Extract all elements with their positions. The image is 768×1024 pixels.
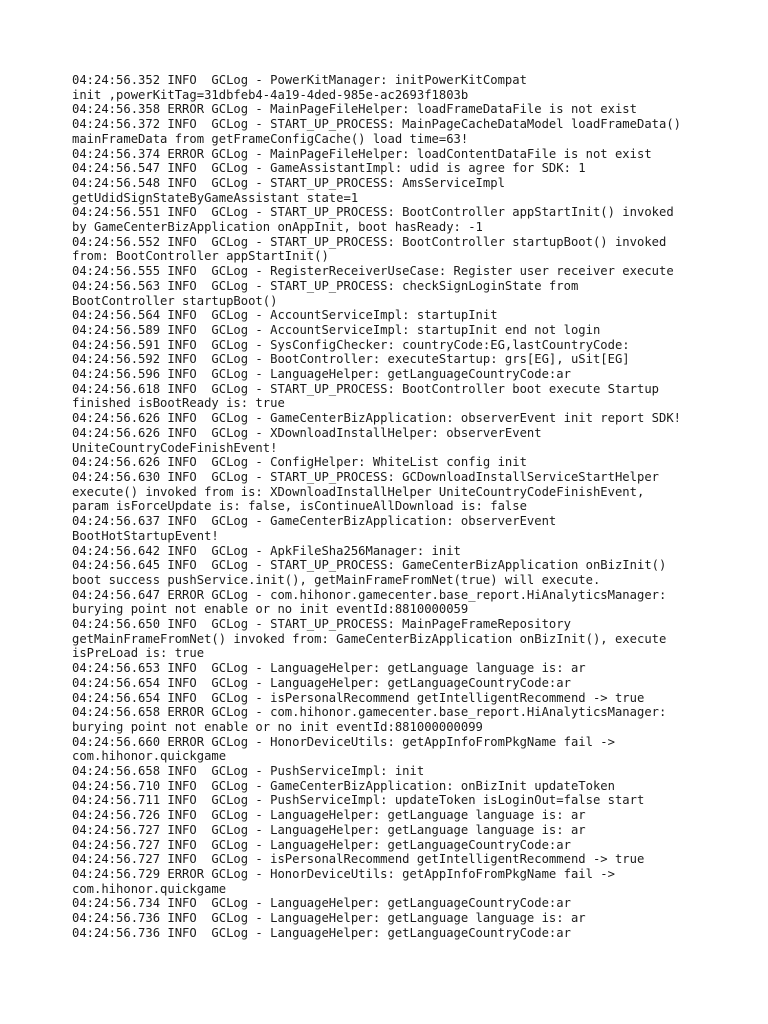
log-line: burying point not enable or no init eventId:8810000059 (72, 602, 469, 617)
log-line: by GameCenterBizApplication onAppInit, boot hasReady: -1 (72, 220, 483, 235)
log-line: 04:24:56.563 INFO GCLog - START_UP_PROCESS: checkSignLoginState from (72, 278, 579, 293)
log-line: 04:24:56.552 INFO GCLog - START_UP_PROCESS: BootController startupBoot() invoked (72, 234, 667, 249)
log-line: getMainFrameFromNet() invoked from: GameCenterBizApplication onBizInit(), execute (72, 631, 667, 646)
log-line: execute() invoked from is: XDownloadInstallHelper UniteCountryCodeFinishEvent, (72, 484, 645, 499)
log-line: 04:24:56.654 INFO GCLog - LanguageHelper: getLanguageCountryCode:ar (72, 675, 571, 690)
log-line: 04:24:56.658 ERROR GCLog - com.hihonor.gamecenter.base_report.HiAnalyticsManager: (72, 705, 667, 720)
log-line: 04:24:56.591 INFO GCLog - SysConfigChecker: countryCode:EG,lastCountryCode: (72, 337, 630, 352)
log-line: 04:24:56.727 INFO GCLog - LanguageHelper: getLanguage language is: ar (72, 822, 586, 837)
log-line: 04:24:56.734 INFO GCLog - LanguageHelper: getLanguageCountryCode:ar (72, 896, 571, 911)
log-line: 04:24:56.710 INFO GCLog - GameCenterBizApplication: onBizInit updateToken (72, 778, 615, 793)
log-line: 04:24:56.727 INFO GCLog - isPersonalRecommend getIntelligentRecommend -> true (72, 852, 645, 867)
log-line: BootController startupBoot() (72, 293, 278, 308)
log-line: 04:24:56.551 INFO GCLog - START_UP_PROCESS: BootController appStartInit() invoked (72, 205, 674, 220)
log-line: 04:24:56.660 ERROR GCLog - HonorDeviceUtils: getAppInfoFromPkgName fail -> (72, 734, 615, 749)
log-line: burying point not enable or no init eventId:881000000099 (72, 719, 483, 734)
log-line: 04:24:56.592 INFO GCLog - BootController: executeStartup: grs[EG], uSit[EG] (72, 352, 630, 367)
log-line: getUdidSignStateByGameAssistant state=1 (72, 190, 359, 205)
log-line: 04:24:56.564 INFO GCLog - AccountServiceImpl: startupInit (72, 308, 498, 323)
log-line: 04:24:56.729 ERROR GCLog - HonorDeviceUtils: getAppInfoFromPkgName fail -> (72, 866, 615, 881)
log-line: mainFrameData from getFrameConfigCache() load time=63! (72, 131, 469, 146)
log-line: BootHotStartupEvent! (72, 528, 219, 543)
log-line: 04:24:56.372 INFO GCLog - START_UP_PROCESS: MainPageCacheDataModel loadFrameData() (72, 117, 682, 132)
log-line: 04:24:56.637 INFO GCLog - GameCenterBizApplication: observerEvent (72, 514, 557, 529)
log-line: 04:24:56.596 INFO GCLog - LanguageHelper: getLanguageCountryCode:ar (72, 367, 571, 382)
log-line: 04:24:56.548 INFO GCLog - START_UP_PROCESS: AmsServiceImpl (72, 175, 505, 190)
log-line: 04:24:56.626 INFO GCLog - XDownloadInstallHelper: observerEvent (72, 425, 542, 440)
log-line: 04:24:56.658 INFO GCLog - PushServiceImpl: init (72, 764, 425, 779)
log-line: from: BootController appStartInit() (72, 249, 329, 264)
log-line: 04:24:56.727 INFO GCLog - LanguageHelper: getLanguageCountryCode:ar (72, 837, 571, 852)
log-line: 04:24:56.726 INFO GCLog - LanguageHelper: getLanguage language is: ar (72, 808, 586, 823)
log-line: UniteCountryCodeFinishEvent! (72, 440, 278, 455)
log-line: 04:24:56.547 INFO GCLog - GameAssistantImpl: udid is agree for SDK: 1 (72, 161, 586, 176)
log-line: isPreLoad is: true (72, 646, 205, 661)
log-line: param isForceUpdate is: false, isContinueAllDownload is: false (72, 499, 527, 514)
log-line: 04:24:56.626 INFO GCLog - GameCenterBizApplication: observerEvent init report SDK! (72, 411, 682, 426)
log-line: 04:24:56.618 INFO GCLog - START_UP_PROCESS: BootController boot execute Startup (72, 381, 659, 396)
log-line: com.hihonor.quickgame (72, 749, 227, 764)
log-line: 04:24:56.630 INFO GCLog - START_UP_PROCESS: GCDownloadInstallServiceStartHelper (72, 469, 659, 484)
log-line: 04:24:56.654 INFO GCLog - isPersonalRecommend getIntelligentRecommend -> true (72, 690, 645, 705)
log-line: 04:24:56.711 INFO GCLog - PushServiceImpl: updateToken isLoginOut=false start (72, 793, 645, 808)
log-line: 04:24:56.589 INFO GCLog - AccountServiceImpl: startupInit end not login (72, 322, 601, 337)
log-line: 04:24:56.650 INFO GCLog - START_UP_PROCESS: MainPageFrameRepository (72, 617, 571, 632)
log-line: 04:24:56.645 INFO GCLog - START_UP_PROCESS: GameCenterBizApplication onBizInit() (72, 558, 667, 573)
log-line: 04:24:56.642 INFO GCLog - ApkFileSha256Manager: init (72, 543, 461, 558)
log-line: 04:24:56.626 INFO GCLog - ConfigHelper: WhiteList config init (72, 455, 527, 470)
log-line: 04:24:56.555 INFO GCLog - RegisterReceiverUseCase: Register user receiver execute (72, 264, 674, 279)
log-line: finished isBootReady is: true (72, 396, 285, 411)
log-line: 04:24:56.352 INFO GCLog - PowerKitManager: initPowerKitCompat (72, 73, 527, 87)
log-line: init ,powerKitTag=31dbfeb4-4a19-4ded-985e-ac2693f1803b (72, 87, 469, 102)
log-line: boot success pushService.init(), getMainFrameFromNet(true) will execute. (72, 572, 601, 587)
log-line: 04:24:56.653 INFO GCLog - LanguageHelper: getLanguage language is: ar (72, 661, 586, 676)
log-line: 04:24:56.374 ERROR GCLog - MainPageFileHelper: loadContentDataFile is not exist (72, 146, 652, 161)
log-line: 04:24:56.647 ERROR GCLog - com.hihonor.gamecenter.base_report.HiAnalyticsManager: (72, 587, 667, 602)
log-line: 04:24:56.736 INFO GCLog - LanguageHelper: getLanguage language is: ar (72, 911, 586, 926)
log-line: com.hihonor.quickgame (72, 881, 227, 896)
log-output (72, 73, 732, 940)
log-line: 04:24:56.358 ERROR GCLog - MainPageFileHelper: loadFrameDataFile is not exist (72, 102, 637, 117)
log-line: 04:24:56.736 INFO GCLog - LanguageHelper: getLanguageCountryCode:ar (72, 925, 571, 940)
